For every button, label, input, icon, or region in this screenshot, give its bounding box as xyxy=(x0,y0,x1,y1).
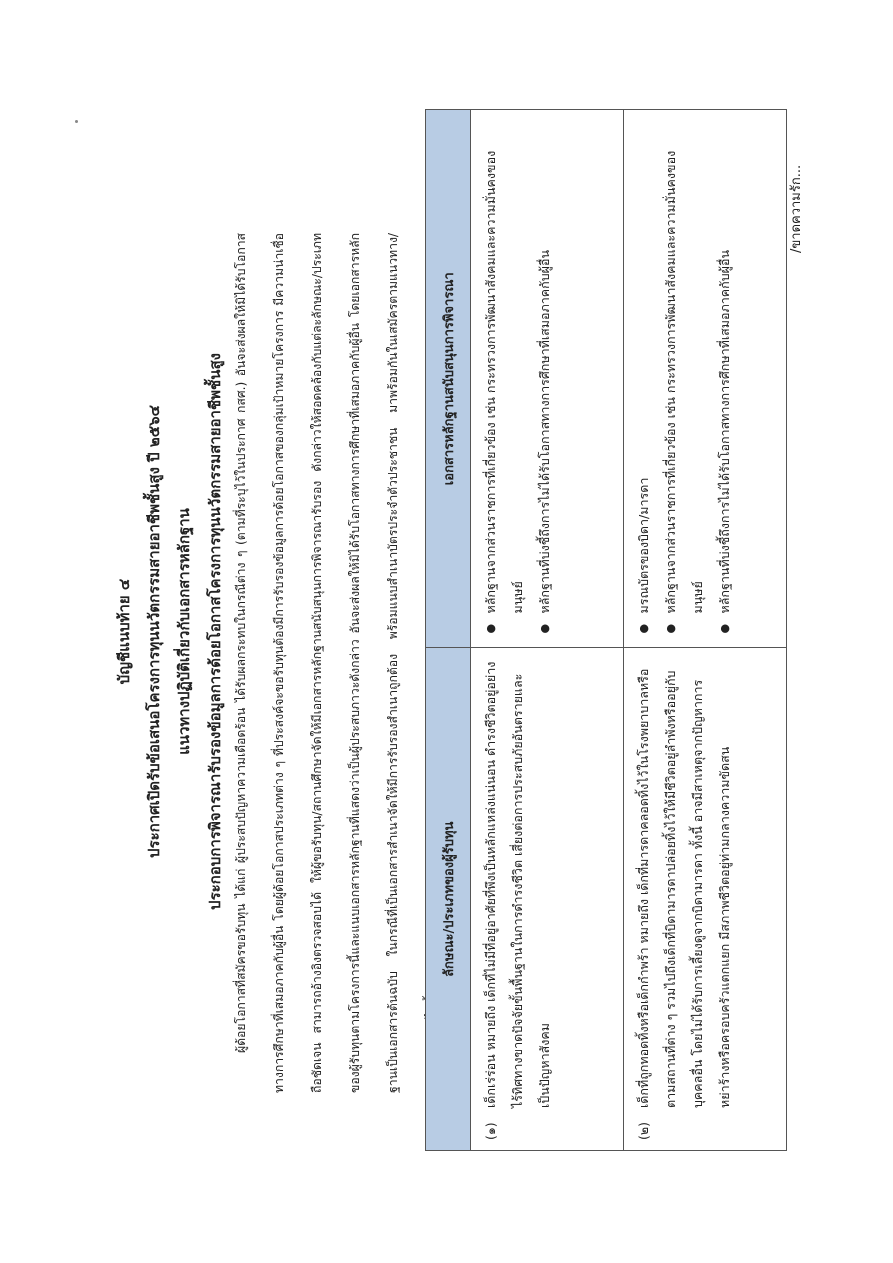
category-description: เด็กเร่ร่อน หมายถึง เด็กที่ไม่มีที่อยู่อาศัยที่พึงเป็นหลักแหล่งแน่นอน ดำรงชีวิตอยู่อย่างไร้ทิศทางขาดปัจจัยขั้นพื้นฐานในการดำรงชีวิต เสี่ยงต่อการประสบภัยอันตรายและเป็นปัญหาสังคม xyxy=(483,661,552,1108)
intro-section xyxy=(222,233,450,1093)
category-cell xyxy=(471,648,624,1151)
header-category: ลักษณะ/ประเภทของผู้รับทุน xyxy=(426,648,471,1151)
guideline-title: แนวทางปฏิบัติเกี่ยวกับเอกสารหลักฐาน xyxy=(175,508,193,755)
evidence-list xyxy=(477,120,558,637)
evidence-item: ● หลักฐานจากส่วนราชการที่เกี่ยวข้อง เช่น กระทรวงการพัฒนาสังคมและความมั่นคงของมนุษย์ xyxy=(657,120,711,637)
section-title: ประกอบการพิจารณารับรองข้อมูลการด้อยโอกาสโครงการทุนนวัตกรรมสายอาชีพชั้นสูง xyxy=(206,353,224,910)
continuation-marker: /ขาดความรัก... xyxy=(789,164,804,253)
evidence-cell xyxy=(624,110,787,648)
category-cell xyxy=(624,648,787,1151)
intro-paragraph: ผู้ด้อยโอกาสที่สมัครขอรับทุน ได้แก่ ผู้ประสบปัญหาความเดือดร้อน ได้รับผลกระทบในกรณีต่าง ๆ (ตามที่ระบุไว้ในประกาศ กสศ.) อันจะส่งผลให้มิได้รับโอกาสทางการศึกษาที่เสมอภาคกับผู้อื่น โดยผู้ด้อยโอกาสประเภทต่าง ๆ ที่ประสงค์จะขอรับทุนต้องมีการรับรองข้อมูลการด้อยโอกาสของกลุ่มเป้าหมายโครงการ มีความน่าเชื่อถือชัดเจน สามารถอ้างอิงตรวจสอบได้ ให้ผู้ขอรับทุน/สถานศึกษาจัดให้มีเอกสารหลักฐานสนับสนุนการพิจารณารับรอง ดังกล่าวให้สอดคล้องกับแต่ละลักษณะ/ประเภทของผู้รับทุนตามโครงการนี้และแนบเอกสารหลักฐานที่แสดงว่าเป็นผู้ประสบภาวะดังกล่าว อันจะส่งผลให้มิได้รับโอกาสทางการศึกษาที่เสมอภาคกับผู้อื่น โดยเอกสารหลักฐานเป็นเอกสารต้นฉบับ ในกรณีที่เป็นเอกสารสำเนาจัดให้มีการรับรองสำเนาถูกต้อง พร้อมแนบสำเนาบัตรประจำตัวประชาชน มาพร้อมกันในเสมัครตามแนวทาง/ xyxy=(234,233,400,1093)
announcement-title: ประกาศเปิดรับข้อเสนอโครงการทุนนวัตกรรมสายอาชีพชั้นสูง ปี ๒๕๖๔ xyxy=(145,405,163,858)
evidence-item: ● หลักฐานที่บ่งชี้ถึงการไม่ได้รับโอกาสทางการศึกษาที่เสมอภาคกับผู้อื่น xyxy=(711,120,738,637)
evidence-list xyxy=(630,120,738,637)
evidence-item: ● หลักฐานจากส่วนราชการที่เกี่ยวข้อง เช่น กระทรวงการพัฒนาสังคมและความมั่นคงของมนุษย์ xyxy=(477,120,531,637)
table-row xyxy=(471,110,624,1151)
evidence-item: ● มรณบัตรของบิดา/มารดา xyxy=(630,120,657,637)
appendix-title: บัญชีแนบท้าย ๔ xyxy=(115,578,133,685)
evidence-table xyxy=(425,109,787,1151)
evidence-item: ● หลักฐานที่บ่งชี้ถึงการไม่ได้รับโอกาสทางการศึกษาที่เสมอภาคกับผู้อื่น xyxy=(531,120,558,637)
header-evidence: เอกสารหลักฐานสนับสนุนการพิจารณา xyxy=(426,110,471,648)
category-description: เด็กที่ถูกทอดทิ้งหรือเด็กกำพร้า หมายถึง เด็กที่มารดาคลอดทิ้งไว้ในโรงพยาบาลหรือตามสถานที่ต่าง ๆ รวมไปถึงเด็กที่บิดามารดาปล่อยทิ้งไว้ให้มีชีวิตอยู่ลำพังหรืออยู่กับบุคคลอื่น โดยไม่ได้รับการเลี้ยงดูจากบิดามารดา ทั้งนี้ อาจมีสาเหตุจากปัญหาการหย่าร้างหรือครอบครัวแตกแยก มีสภาพชีวิตอยู่ท่ามกลางความขัดสน xyxy=(636,668,732,1108)
table-row xyxy=(624,110,787,1151)
table-header-row xyxy=(426,110,471,1151)
scan-speck xyxy=(75,120,78,123)
row-number: (๑) xyxy=(483,1122,498,1140)
evidence-cell xyxy=(471,110,624,648)
row-number: (๒) xyxy=(636,1122,651,1140)
